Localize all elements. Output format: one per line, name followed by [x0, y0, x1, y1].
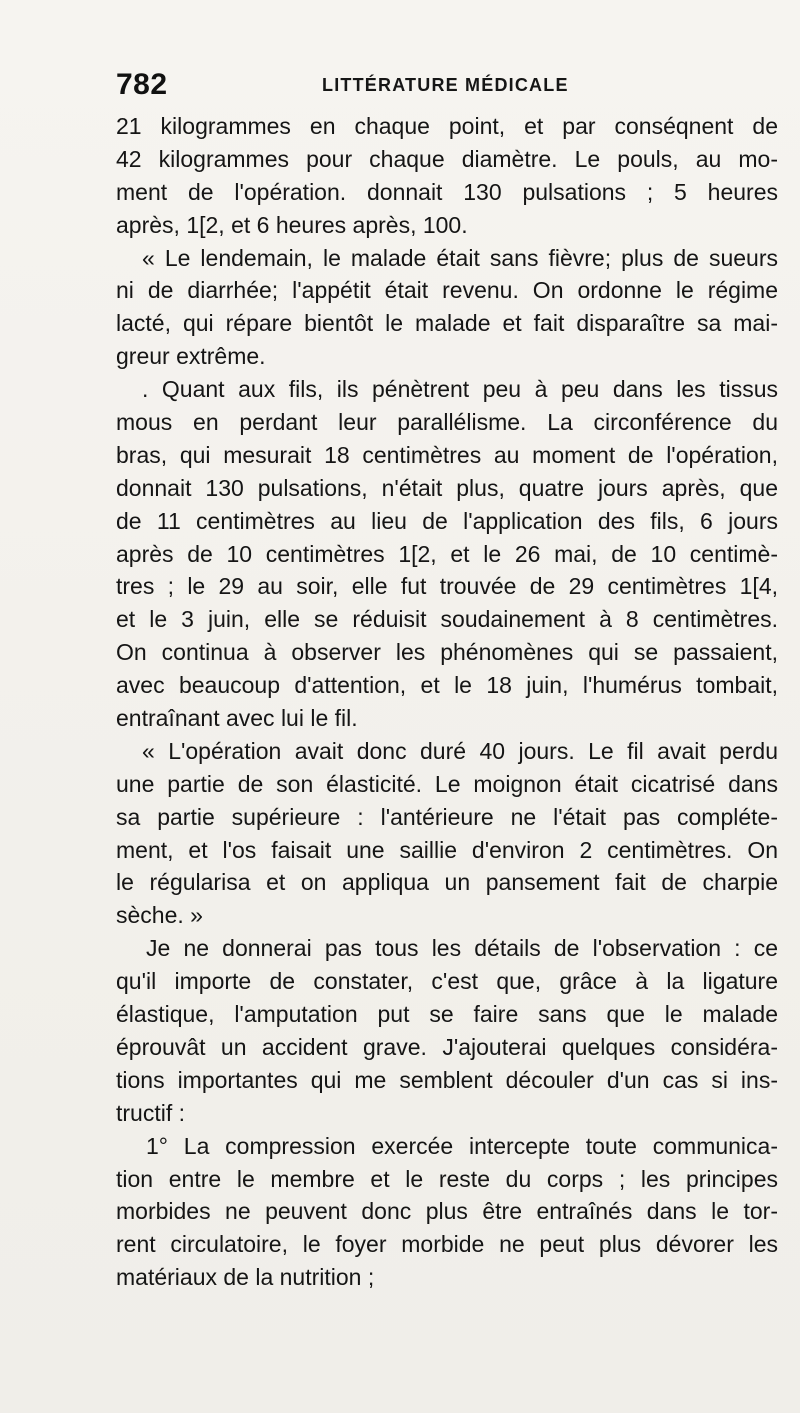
text-line: une partie de son élasticité. Le moignon était cicatrisé dans: [116, 770, 778, 797]
text-line: 1° La compression exercée intercepte toute communica-: [146, 1132, 778, 1159]
text-line: morbides ne peuvent donc plus être entraînés dans le tor-: [116, 1198, 778, 1225]
page-number: 782: [116, 68, 168, 101]
text-line: de 11 centimètres au lieu de l'application des fils, 6 jours: [116, 507, 778, 534]
running-title: LITTÉRATURE MÉDICALE: [322, 75, 569, 95]
text-line: lacté, qui répare bientôt le malade et fait disparaître sa mai-: [116, 310, 778, 337]
text-line: après de 10 centimètres 1[2, et le 26 mai, de 10 centimè-: [116, 540, 778, 567]
text-line: tion entre le membre et le reste du corps ; les principes: [116, 1165, 778, 1192]
text-line: élastique, l'amputation put se faire sans que le malade: [116, 1001, 778, 1028]
text-line: « Le lendemain, le malade était sans fièvre; plus de sueurs: [142, 244, 778, 271]
text-line: rent circulatoire, le foyer morbide ne peut plus dévorer les: [116, 1231, 778, 1258]
text-line: . Quant aux fils, ils pénètrent peu à peu dans les tissus: [142, 376, 778, 403]
text-line: tructif :: [116, 1099, 186, 1126]
body-text: [116, 110, 778, 1294]
text-line: éprouvât un accident grave. J'ajouterai quelques considéra-: [116, 1033, 778, 1060]
text-line: 42 kilogrammes pour chaque diamètre. Le pouls, au mo-: [116, 145, 778, 172]
text-line: sa partie supérieure : l'antérieure ne l'était pas compléte-: [116, 803, 778, 830]
text-line: tions importantes qui me semblent découler d'un cas si ins-: [116, 1066, 778, 1093]
text-line: matériaux de la nutrition ;: [116, 1264, 375, 1291]
text-line: le régularisa et on appliqua un pansement fait de charpie: [116, 869, 778, 896]
text-line: entraînant avec lui le fil.: [116, 705, 358, 732]
text-line: tres ; le 29 au soir, elle fut trouvée de 29 centimètres 1[4,: [116, 573, 778, 600]
text-line: et le 3 juin, elle se réduisit soudainement à 8 centimètres.: [116, 606, 778, 633]
text-line: donnait 130 pulsations, n'était plus, quatre jours après, que: [116, 474, 778, 501]
text-line: ni de diarrhée; l'appétit était revenu. On ordonne le régime: [116, 277, 778, 304]
text-line: bras, qui mesurait 18 centimètres au moment de l'opération,: [116, 441, 778, 468]
text-line: qu'il importe de constater, c'est que, grâce à la ligature: [116, 968, 778, 995]
text-line: « L'opération avait donc duré 40 jours. Le fil avait perdu: [142, 737, 778, 764]
text-line: avec beaucoup d'attention, et le 18 juin, l'humérus tombait,: [116, 672, 778, 699]
text-line: ment de l'opération. donnait 130 pulsations ; 5 heures: [116, 178, 778, 205]
text-line: greur extrême.: [116, 343, 266, 370]
text-line: 21 kilogrammes en chaque point, et par conséqnent de: [116, 113, 778, 139]
text-line: après, 1[2, et 6 heures après, 100.: [116, 211, 468, 238]
text-line: On continua à observer les phénomènes qui se passaient,: [116, 639, 778, 666]
text-line: sèche. »: [116, 902, 203, 929]
text-line: ment, et l'os faisait une saillie d'environ 2 centimètres. On: [116, 836, 778, 863]
text-line: mous en perdant leur parallélisme. La circonférence du: [116, 409, 778, 436]
running-head: [116, 68, 778, 102]
text-line: Je ne donnerai pas tous les détails de l'observation : ce: [146, 935, 778, 962]
